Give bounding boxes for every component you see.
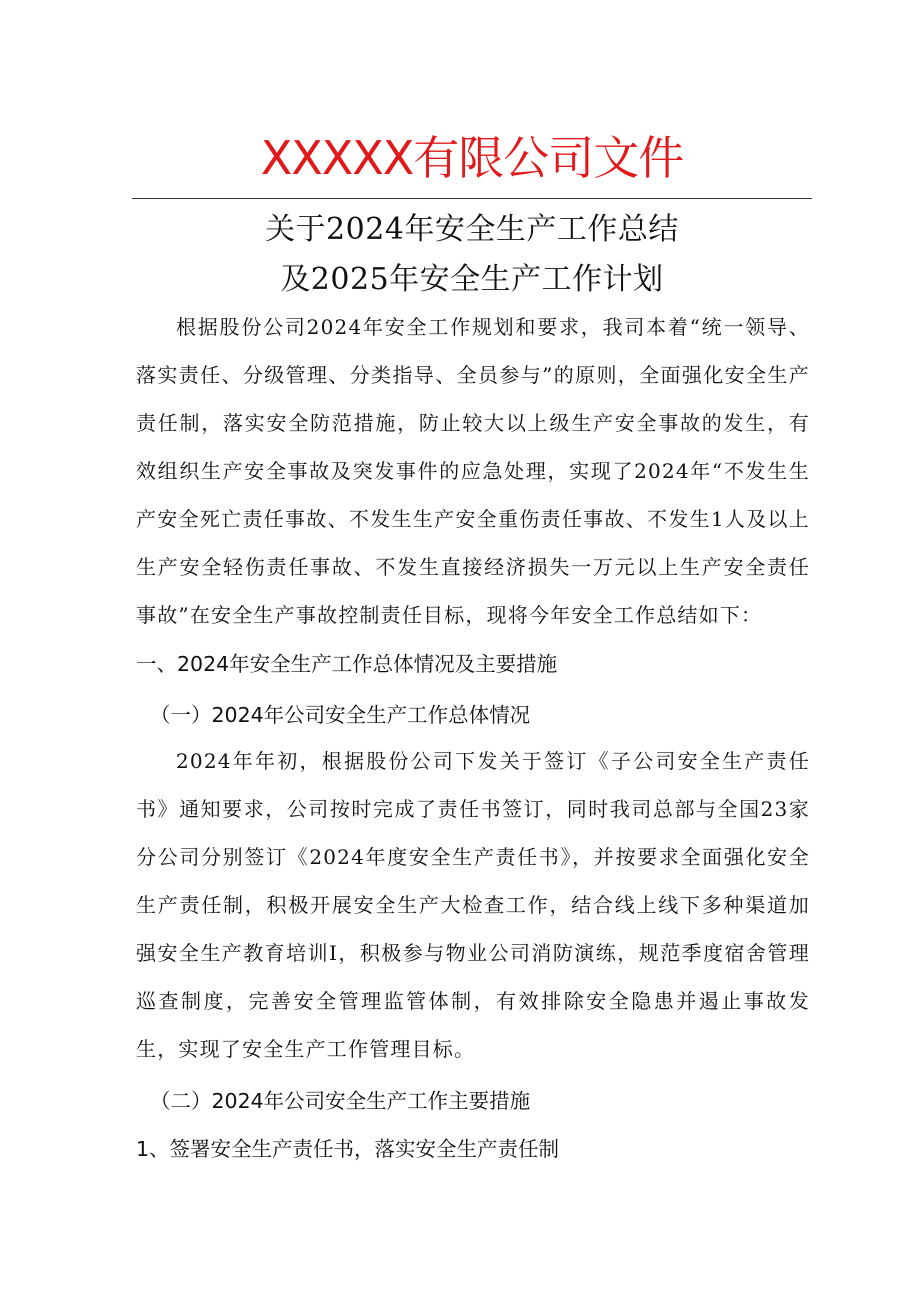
title-line-1: 关于2024年安全生产工作总结 xyxy=(265,212,679,247)
item-1-heading: 1、签署安全生产责任书，落实安全生产责任制 xyxy=(136,1137,560,1161)
title-line-2: 及2025年安全生产工作计划 xyxy=(280,262,664,297)
section-1-heading: 一、2024年安全生产工作总体情况及主要措施 xyxy=(136,652,558,676)
document-header-title: XXXXX有限公司文件 xyxy=(260,131,684,185)
subsection-2-heading: （二）2024年公司安全生产工作主要措施 xyxy=(150,1089,531,1113)
subsection-1-heading: （一）2024年公司安全生产工作总体情况 xyxy=(150,703,531,727)
document-title xyxy=(132,205,812,305)
header-divider-line xyxy=(132,198,812,199)
intro-paragraph: 根据股份公司2024年安全工作规划和要求，我司本着“统一领导、落实责任、分级管理、分类指导、全员参与”的原则，全面强化安全生产责任制，落实安全防范措施，防止较大以上级生产安全事故的发生，有效组织生产安全事故及突发事件的应急处理，实现了2024年“不发生生产安全死亡责任事故、不发生生产安全重伤责任事故、不发生1人及以上生产安全轻伤责任事故、不发生直接经济损失一万元以上生产安全责任事故”在安全生产事故控制责任目标，现将今年安全工作总结如下： xyxy=(136,315,810,627)
subsection-1-paragraph: 2024年年初，根据股份公司下发关于签订《子公司安全生产责任书》通知要求，公司按时完成了责任书签订，同时我司总部与全国23家分公司分别签订《2024年度安全生产责任书》，并按要求全面强化安全生产责任制，积极开展安全生产大检查工作，结合线上线下多种渠道加强安全生产教育培训I，积极参与物业公司消防演练，规范季度宿舍管理巡查制度，完善安全管理监管体制，有效排除安全隐患并遏止事故发生，实现了安全生产工作管理目标。 xyxy=(136,749,810,1061)
